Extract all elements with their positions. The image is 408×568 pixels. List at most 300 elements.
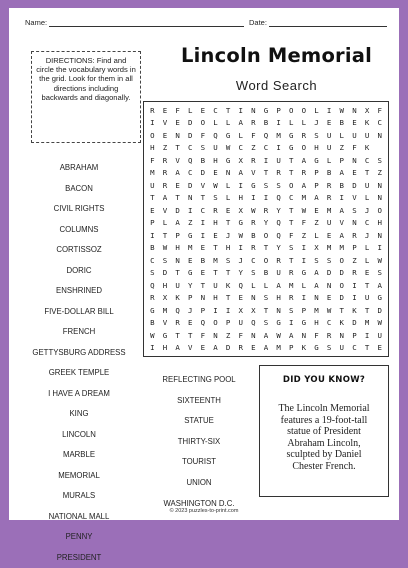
grid-letter[interactable]: L <box>310 104 323 117</box>
grid-letter[interactable]: J <box>361 204 374 217</box>
grid-letter[interactable]: S <box>323 254 336 267</box>
grid-letter[interactable]: L <box>222 117 235 130</box>
grid-letter[interactable]: Y <box>272 242 285 255</box>
grid-letter[interactable]: Q <box>234 279 247 292</box>
grid-letter[interactable]: R <box>247 117 260 130</box>
grid-letter[interactable]: C <box>373 117 386 130</box>
grid-letter[interactable]: L <box>209 117 222 130</box>
grid-letter[interactable]: P <box>171 229 184 242</box>
grid-letter[interactable]: E <box>323 292 336 305</box>
grid-letter[interactable]: D <box>373 304 386 317</box>
grid-letter[interactable]: Z <box>348 254 361 267</box>
grid-letter[interactable]: R <box>159 167 172 180</box>
grid-letter[interactable]: Q <box>272 217 285 230</box>
grid-letter[interactable]: R <box>171 317 184 330</box>
grid-letter[interactable]: S <box>146 267 159 280</box>
grid-letter[interactable]: Q <box>146 279 159 292</box>
grid-letter[interactable]: D <box>171 204 184 217</box>
grid-letter[interactable]: K <box>361 117 374 130</box>
grid-letter[interactable]: R <box>298 129 311 142</box>
grid-letter[interactable]: V <box>159 117 172 130</box>
grid-letter[interactable]: A <box>373 279 386 292</box>
grid-letter[interactable]: U <box>361 179 374 192</box>
grid-letter[interactable]: N <box>323 279 336 292</box>
grid-letter[interactable]: D <box>222 342 235 355</box>
grid-letter[interactable]: R <box>323 329 336 342</box>
grid-letter[interactable]: U <box>373 329 386 342</box>
grid-letter[interactable]: U <box>171 279 184 292</box>
grid-letter[interactable]: P <box>310 179 323 192</box>
grid-letter[interactable]: W <box>159 242 172 255</box>
grid-letter[interactable]: C <box>260 142 273 155</box>
grid-letter[interactable]: O <box>298 142 311 155</box>
grid-letter[interactable]: Z <box>247 142 260 155</box>
grid-letter[interactable]: I <box>209 304 222 317</box>
grid-letter[interactable]: D <box>335 292 348 305</box>
grid-letter[interactable]: A <box>260 342 273 355</box>
grid-letter[interactable]: N <box>197 292 210 305</box>
grid-letter[interactable]: T <box>171 267 184 280</box>
grid-letter[interactable]: C <box>348 342 361 355</box>
grid-letter[interactable]: W <box>222 142 235 155</box>
grid-letter[interactable]: I <box>298 242 311 255</box>
grid-letter[interactable]: E <box>310 204 323 217</box>
grid-letter[interactable]: L <box>310 229 323 242</box>
grid-letter[interactable]: O <box>373 204 386 217</box>
grid-letter[interactable]: H <box>209 217 222 230</box>
grid-letter[interactable]: Z <box>310 217 323 230</box>
grid-letter[interactable]: I <box>285 317 298 330</box>
grid-letter[interactable]: W <box>234 229 247 242</box>
grid-letter[interactable]: R <box>247 217 260 230</box>
grid-letter[interactable]: A <box>310 279 323 292</box>
grid-letter[interactable]: L <box>234 129 247 142</box>
grid-letter[interactable]: N <box>310 292 323 305</box>
grid-letter[interactable]: E <box>159 104 172 117</box>
grid-letter[interactable]: J <box>310 117 323 130</box>
grid-letter[interactable]: W <box>323 304 336 317</box>
grid-letter[interactable]: C <box>361 217 374 230</box>
grid-letter[interactable]: I <box>222 304 235 317</box>
grid-letter[interactable]: S <box>260 292 273 305</box>
grid-letter[interactable]: M <box>335 242 348 255</box>
grid-letter[interactable]: T <box>285 154 298 167</box>
grid-letter[interactable]: V <box>247 167 260 180</box>
grid-letter[interactable]: L <box>285 117 298 130</box>
grid-letter[interactable]: X <box>234 154 247 167</box>
grid-letter[interactable]: R <box>323 192 336 205</box>
grid-letter[interactable]: T <box>335 304 348 317</box>
grid-letter[interactable]: S <box>373 154 386 167</box>
grid-letter[interactable]: L <box>335 129 348 142</box>
grid-letter[interactable]: A <box>285 329 298 342</box>
grid-letter[interactable]: R <box>272 254 285 267</box>
grid-letter[interactable]: S <box>222 254 235 267</box>
grid-letter[interactable]: I <box>234 104 247 117</box>
grid-letter[interactable]: F <box>234 329 247 342</box>
grid-letter[interactable]: I <box>272 142 285 155</box>
grid-letter[interactable]: A <box>335 167 348 180</box>
grid-letter[interactable]: J <box>234 254 247 267</box>
grid-letter[interactable]: E <box>197 104 210 117</box>
grid-letter[interactable]: S <box>197 142 210 155</box>
grid-letter[interactable]: Q <box>272 192 285 205</box>
grid-letter[interactable]: C <box>184 167 197 180</box>
grid-letter[interactable]: E <box>197 267 210 280</box>
grid-letter[interactable]: R <box>285 292 298 305</box>
grid-letter[interactable]: D <box>197 167 210 180</box>
grid-letter[interactable]: G <box>146 304 159 317</box>
grid-letter[interactable]: M <box>272 129 285 142</box>
grid-letter[interactable]: A <box>298 154 311 167</box>
grid-letter[interactable]: S <box>285 304 298 317</box>
grid-letter[interactable]: B <box>247 229 260 242</box>
grid-letter[interactable]: P <box>348 242 361 255</box>
grid-letter[interactable]: K <box>335 317 348 330</box>
grid-letter[interactable]: F <box>373 104 386 117</box>
grid-letter[interactable]: C <box>146 254 159 267</box>
grid-letter[interactable]: B <box>197 254 210 267</box>
grid-letter[interactable]: I <box>146 117 159 130</box>
grid-letter[interactable]: T <box>209 242 222 255</box>
grid-letter[interactable]: P <box>272 104 285 117</box>
grid-letter[interactable]: H <box>222 242 235 255</box>
grid-letter[interactable]: N <box>272 304 285 317</box>
grid-letter[interactable]: M <box>323 204 336 217</box>
grid-letter[interactable]: R <box>159 154 172 167</box>
grid-letter[interactable]: N <box>373 129 386 142</box>
grid-letter[interactable]: O <box>298 104 311 117</box>
grid-letter[interactable]: T <box>361 279 374 292</box>
grid-letter[interactable]: T <box>171 329 184 342</box>
grid-letter[interactable]: N <box>373 229 386 242</box>
grid-letter[interactable]: G <box>272 317 285 330</box>
grid-letter[interactable]: V <box>348 192 361 205</box>
grid-letter[interactable]: Z <box>335 142 348 155</box>
grid-letter[interactable]: I <box>260 192 273 205</box>
grid-letter[interactable]: M <box>159 304 172 317</box>
grid-letter[interactable]: G <box>247 179 260 192</box>
grid-letter[interactable]: Y <box>234 267 247 280</box>
grid-letter[interactable]: R <box>260 204 273 217</box>
grid-letter[interactable]: P <box>348 329 361 342</box>
grid-letter[interactable]: U <box>234 317 247 330</box>
grid-letter[interactable]: Q <box>171 304 184 317</box>
grid-letter[interactable]: R <box>159 179 172 192</box>
grid-letter[interactable]: I <box>298 292 311 305</box>
grid-letter[interactable]: I <box>146 229 159 242</box>
grid-letter[interactable]: D <box>184 117 197 130</box>
grid-letter[interactable]: N <box>171 129 184 142</box>
grid-letter[interactable]: I <box>197 229 210 242</box>
grid-letter[interactable]: C <box>285 192 298 205</box>
grid-letter[interactable]: P <box>335 154 348 167</box>
grid-letter[interactable]: I <box>323 104 336 117</box>
grid-letter[interactable]: B <box>335 117 348 130</box>
grid-letter[interactable]: T <box>222 217 235 230</box>
grid-letter[interactable]: L <box>361 254 374 267</box>
grid-letter[interactable]: N <box>348 154 361 167</box>
grid-letter[interactable]: J <box>361 229 374 242</box>
grid-letter[interactable]: W <box>298 204 311 217</box>
grid-letter[interactable]: F <box>171 104 184 117</box>
grid-letter[interactable]: J <box>184 304 197 317</box>
grid-letter[interactable]: H <box>272 292 285 305</box>
grid-letter[interactable]: F <box>285 229 298 242</box>
grid-letter[interactable]: I <box>272 117 285 130</box>
grid-letter[interactable]: U <box>272 267 285 280</box>
grid-letter[interactable]: B <box>260 267 273 280</box>
grid-letter[interactable]: W <box>272 329 285 342</box>
grid-letter[interactable]: V <box>184 342 197 355</box>
grid-letter[interactable]: E <box>146 204 159 217</box>
grid-letter[interactable]: S <box>310 254 323 267</box>
grid-letter[interactable]: N <box>348 104 361 117</box>
grid-letter[interactable]: L <box>222 179 235 192</box>
grid-letter[interactable]: U <box>348 129 361 142</box>
grid-letter[interactable]: Q <box>260 129 273 142</box>
grid-letter[interactable]: E <box>184 317 197 330</box>
grid-letter[interactable]: R <box>348 229 361 242</box>
grid-letter[interactable]: U <box>361 292 374 305</box>
grid-letter[interactable]: T <box>197 192 210 205</box>
grid-letter[interactable]: N <box>247 292 260 305</box>
grid-letter[interactable]: E <box>323 117 336 130</box>
word-search-grid[interactable] <box>143 101 389 357</box>
grid-letter[interactable]: F <box>348 142 361 155</box>
grid-letter[interactable]: P <box>146 217 159 230</box>
grid-letter[interactable]: T <box>260 304 273 317</box>
grid-letter[interactable]: B <box>197 154 210 167</box>
grid-letter[interactable]: O <box>197 117 210 130</box>
grid-letter[interactable]: U <box>323 217 336 230</box>
grid-letter[interactable]: S <box>159 254 172 267</box>
grid-letter[interactable]: A <box>171 342 184 355</box>
grid-letter[interactable]: I <box>348 279 361 292</box>
grid-letter[interactable]: V <box>159 204 172 217</box>
grid-letter[interactable]: L <box>298 279 311 292</box>
grid-letter[interactable]: T <box>222 267 235 280</box>
grid-letter[interactable]: X <box>247 304 260 317</box>
grid-letter[interactable]: R <box>323 179 336 192</box>
grid-letter[interactable]: J <box>222 229 235 242</box>
grid-letter[interactable]: X <box>310 242 323 255</box>
grid-letter[interactable]: M <box>361 317 374 330</box>
grid-letter[interactable]: F <box>310 329 323 342</box>
name-field-line[interactable] <box>49 18 244 27</box>
grid-letter[interactable]: T <box>361 342 374 355</box>
grid-letter[interactable]: L <box>323 154 336 167</box>
grid-letter[interactable]: I <box>373 242 386 255</box>
grid-letter[interactable]: T <box>285 254 298 267</box>
grid-letter[interactable] <box>373 142 386 155</box>
grid-letter[interactable]: H <box>171 242 184 255</box>
grid-letter[interactable]: D <box>323 267 336 280</box>
grid-letter[interactable]: M <box>285 279 298 292</box>
grid-letter[interactable]: N <box>247 329 260 342</box>
grid-letter[interactable]: M <box>146 167 159 180</box>
grid-letter[interactable]: T <box>209 267 222 280</box>
grid-letter[interactable]: Q <box>247 317 260 330</box>
grid-letter[interactable]: S <box>285 242 298 255</box>
grid-letter[interactable]: U <box>323 142 336 155</box>
grid-letter[interactable]: H <box>310 317 323 330</box>
grid-letter[interactable]: O <box>209 317 222 330</box>
grid-letter[interactable]: I <box>234 179 247 192</box>
grid-letter[interactable]: R <box>285 267 298 280</box>
grid-letter[interactable]: F <box>247 129 260 142</box>
grid-letter[interactable]: E <box>159 129 172 142</box>
grid-letter[interactable]: R <box>247 154 260 167</box>
grid-letter[interactable]: F <box>197 329 210 342</box>
grid-letter[interactable]: B <box>335 179 348 192</box>
grid-letter[interactable]: F <box>197 129 210 142</box>
grid-letter[interactable]: E <box>348 117 361 130</box>
grid-letter[interactable]: R <box>247 242 260 255</box>
grid-letter[interactable]: G <box>310 342 323 355</box>
grid-letter[interactable]: K <box>298 342 311 355</box>
grid-letter[interactable]: L <box>260 279 273 292</box>
grid-letter[interactable]: C <box>323 317 336 330</box>
grid-letter[interactable]: M <box>209 254 222 267</box>
grid-letter[interactable]: S <box>310 129 323 142</box>
grid-letter[interactable]: L <box>222 192 235 205</box>
grid-letter[interactable]: T <box>260 167 273 180</box>
grid-letter[interactable]: O <box>285 104 298 117</box>
grid-letter[interactable]: V <box>159 317 172 330</box>
grid-letter[interactable]: N <box>373 192 386 205</box>
grid-letter[interactable]: E <box>323 229 336 242</box>
grid-letter[interactable]: A <box>260 329 273 342</box>
grid-letter[interactable]: T <box>260 242 273 255</box>
grid-letter[interactable]: G <box>159 329 172 342</box>
grid-letter[interactable]: G <box>285 129 298 142</box>
grid-letter[interactable]: O <box>335 279 348 292</box>
grid-letter[interactable]: N <box>335 329 348 342</box>
grid-letter[interactable]: Y <box>260 217 273 230</box>
grid-letter[interactable]: W <box>373 254 386 267</box>
grid-letter[interactable]: Q <box>209 129 222 142</box>
grid-letter[interactable]: L <box>184 104 197 117</box>
grid-letter[interactable]: R <box>234 342 247 355</box>
grid-letter[interactable]: A <box>171 217 184 230</box>
grid-letter[interactable]: D <box>184 129 197 142</box>
grid-letter[interactable]: W <box>335 104 348 117</box>
grid-letter[interactable]: Q <box>272 229 285 242</box>
grid-letter[interactable]: E <box>171 117 184 130</box>
grid-letter[interactable]: S <box>323 342 336 355</box>
grid-letter[interactable]: M <box>184 242 197 255</box>
grid-letter[interactable]: H <box>373 217 386 230</box>
grid-letter[interactable]: A <box>234 167 247 180</box>
grid-letter[interactable]: E <box>197 242 210 255</box>
grid-letter[interactable]: O <box>260 254 273 267</box>
grid-letter[interactable]: Z <box>159 142 172 155</box>
grid-letter[interactable]: G <box>184 267 197 280</box>
grid-letter[interactable]: W <box>146 329 159 342</box>
grid-letter[interactable]: S <box>260 317 273 330</box>
grid-letter[interactable]: L <box>361 242 374 255</box>
grid-letter[interactable]: I <box>361 329 374 342</box>
grid-letter[interactable]: T <box>285 217 298 230</box>
grid-letter[interactable]: G <box>222 129 235 142</box>
grid-letter[interactable]: S <box>373 267 386 280</box>
grid-letter[interactable]: E <box>222 204 235 217</box>
grid-letter[interactable]: H <box>159 279 172 292</box>
grid-letter[interactable]: K <box>361 142 374 155</box>
grid-letter[interactable]: H <box>159 342 172 355</box>
grid-letter[interactable]: D <box>348 179 361 192</box>
grid-letter[interactable]: W <box>247 204 260 217</box>
grid-letter[interactable]: G <box>298 317 311 330</box>
grid-letter[interactable]: Q <box>197 317 210 330</box>
grid-letter[interactable]: I <box>298 254 311 267</box>
grid-letter[interactable]: U <box>209 279 222 292</box>
grid-letter[interactable]: C <box>247 254 260 267</box>
grid-letter[interactable]: V <box>197 179 210 192</box>
grid-letter[interactable]: O <box>335 254 348 267</box>
grid-letter[interactable]: T <box>285 167 298 180</box>
grid-letter[interactable]: A <box>298 179 311 192</box>
grid-letter[interactable]: H <box>234 192 247 205</box>
grid-letter[interactable]: S <box>272 179 285 192</box>
grid-letter[interactable]: W <box>209 179 222 192</box>
grid-letter[interactable]: G <box>260 104 273 117</box>
grid-letter[interactable]: R <box>209 204 222 217</box>
grid-letter[interactable]: G <box>298 267 311 280</box>
grid-letter[interactable]: A <box>171 167 184 180</box>
grid-letter[interactable]: C <box>234 142 247 155</box>
grid-letter[interactable]: O <box>285 179 298 192</box>
grid-letter[interactable]: P <box>197 304 210 317</box>
grid-letter[interactable]: P <box>310 167 323 180</box>
grid-letter[interactable]: I <box>247 192 260 205</box>
grid-letter[interactable]: Z <box>222 329 235 342</box>
grid-letter[interactable]: M <box>272 342 285 355</box>
grid-letter[interactable]: N <box>247 104 260 117</box>
grid-letter[interactable]: I <box>197 217 210 230</box>
grid-letter[interactable]: G <box>310 154 323 167</box>
grid-letter[interactable]: D <box>348 317 361 330</box>
grid-letter[interactable]: G <box>373 292 386 305</box>
grid-letter[interactable]: L <box>361 192 374 205</box>
grid-letter[interactable]: D <box>335 267 348 280</box>
grid-letter[interactable]: G <box>184 229 197 242</box>
grid-letter[interactable]: I <box>260 154 273 167</box>
grid-letter[interactable]: K <box>348 304 361 317</box>
date-field-line[interactable] <box>269 18 387 27</box>
grid-letter[interactable]: S <box>209 192 222 205</box>
grid-letter[interactable]: A <box>335 229 348 242</box>
grid-letter[interactable]: M <box>323 242 336 255</box>
grid-letter[interactable]: N <box>348 217 361 230</box>
grid-letter[interactable]: T <box>171 192 184 205</box>
grid-letter[interactable]: T <box>222 292 235 305</box>
grid-letter[interactable]: B <box>146 242 159 255</box>
grid-letter[interactable]: A <box>234 117 247 130</box>
grid-letter[interactable]: M <box>310 304 323 317</box>
grid-letter[interactable]: U <box>361 129 374 142</box>
grid-letter[interactable]: R <box>298 167 311 180</box>
grid-letter[interactable]: U <box>146 179 159 192</box>
grid-letter[interactable]: I <box>146 342 159 355</box>
grid-letter[interactable]: S <box>348 204 361 217</box>
grid-letter[interactable]: L <box>159 217 172 230</box>
grid-letter[interactable]: G <box>285 142 298 155</box>
grid-letter[interactable]: F <box>146 154 159 167</box>
grid-letter[interactable]: N <box>184 192 197 205</box>
grid-letter[interactable]: A <box>272 279 285 292</box>
